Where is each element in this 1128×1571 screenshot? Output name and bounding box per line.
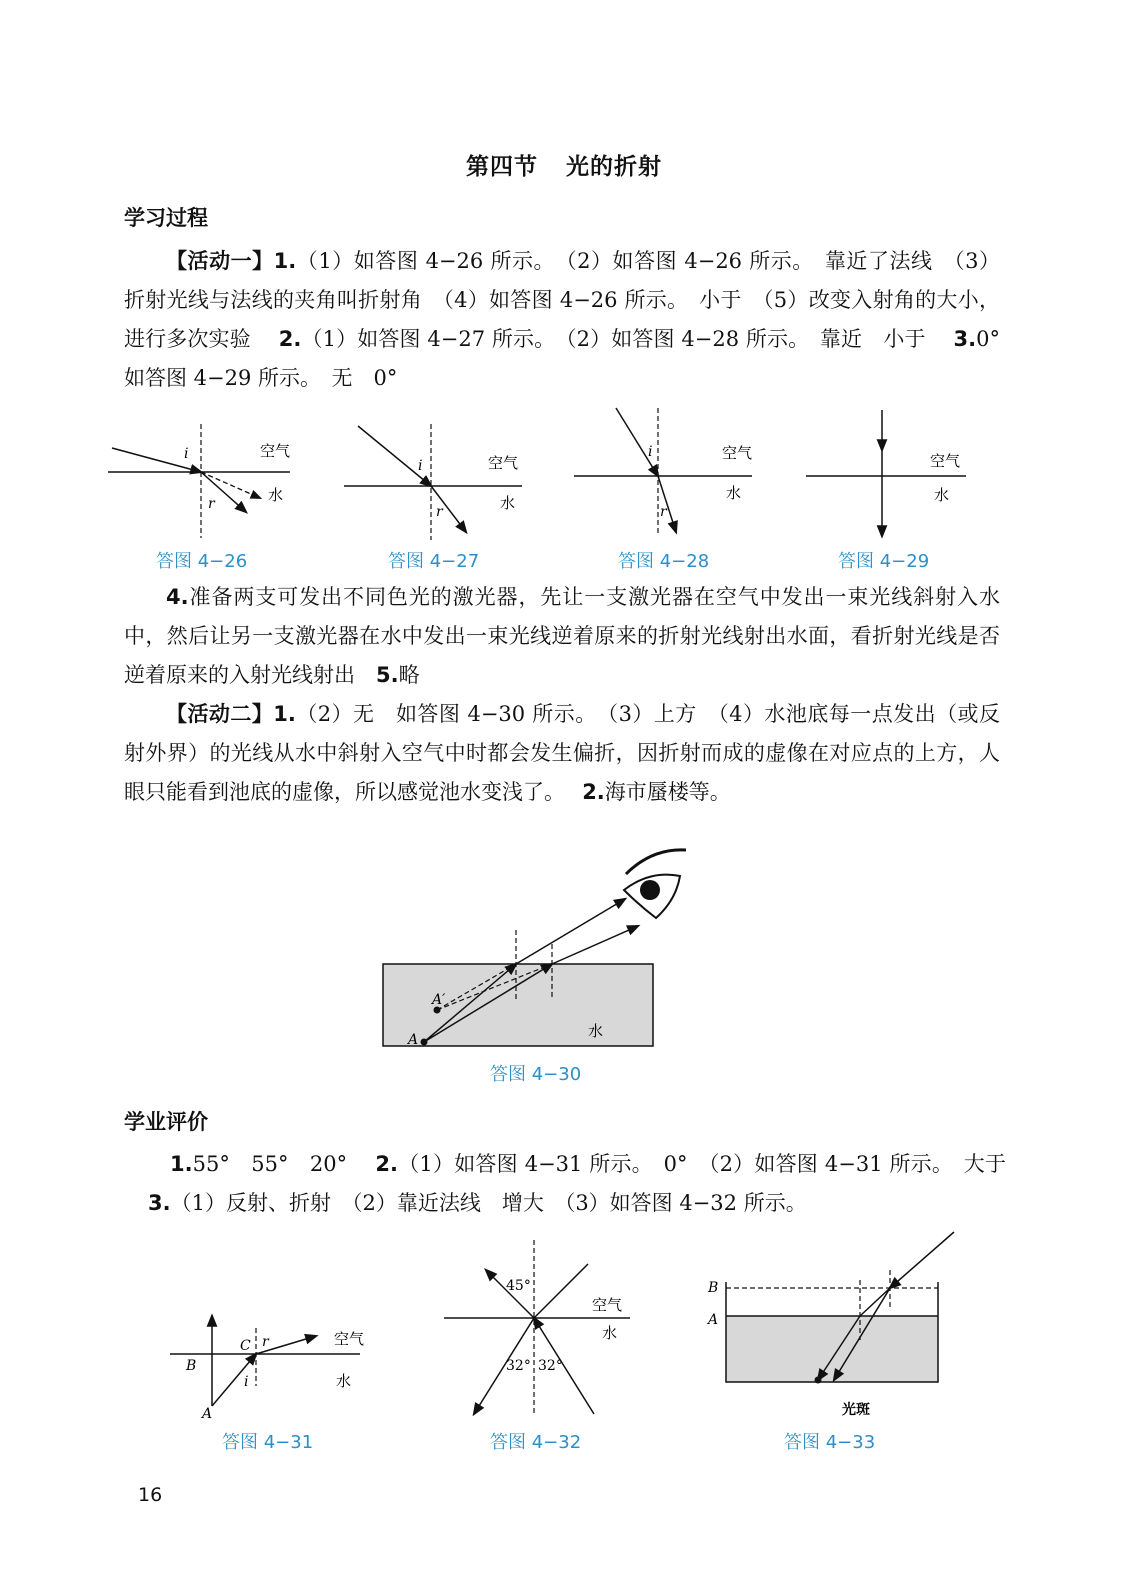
evaluation-paragraph: 1.55° 55° 20° 2.（1）如答图 4−31 所示。 0° （2）如答图 4−31 所示。 大于 3.（1）反射、折射 （2）靠近法线 增大 （3）如答图 4−32 所示。	[148, 1152, 1027, 1215]
fig26-water-label: 水	[268, 486, 284, 504]
fig31-r-label: r	[262, 1334, 269, 1350]
fig30-caption: 答图 4−30	[490, 1064, 582, 1085]
eye-icon	[624, 850, 686, 918]
section-heading-learning-process: 学习过程	[124, 206, 208, 230]
fig31-C-label: C	[240, 1338, 251, 1354]
figure-4-31	[168, 1306, 388, 1422]
fig26-i-label: i	[184, 446, 189, 462]
fig32-air-label: 空气	[592, 1296, 623, 1314]
fig33-spot-label: 光斑	[842, 1402, 870, 1418]
fig26-air-label: 空气	[260, 442, 291, 460]
fig31-air-label: 空气	[334, 1330, 365, 1348]
fig27-r-label: r	[436, 504, 443, 520]
fig28-water-label: 水	[726, 484, 742, 502]
figure-4-27	[342, 420, 532, 544]
section-heading-evaluation: 学业评价	[124, 1110, 208, 1134]
fig31-water-label: 水	[336, 1372, 352, 1390]
fig30-A-label: A	[408, 1032, 419, 1048]
fig27-water-label: 水	[500, 494, 516, 512]
page-number: 16	[138, 1484, 163, 1506]
fig32-45-label: 45°	[506, 1278, 531, 1294]
fig28-air-label: 空气	[722, 444, 753, 462]
fig32-32-left-label: 32°	[506, 1358, 531, 1374]
fig26-r-label: r	[208, 496, 215, 512]
activity1-paragraph: 【活动一】1.（1）如答图 4−26 所示。 （2）如答图 4−26 所示。 靠近了法线 （3）折射光线与法线的夹角叫折射角 （4）如答图 4−26 所示。 小于 （5）改变入射角的大小，进行多次实验 2.（1）如答图 4−27 所示。 （2）如答图 4−28 所示。 靠近 小于 3.0° 如答图 4−29 所示。 无 0°	[124, 249, 1021, 390]
fig27-air-label: 空气	[488, 454, 519, 472]
fig29-water-label: 水	[934, 486, 950, 504]
figure-4-33	[704, 1230, 964, 1422]
fig31-A-label: A	[202, 1406, 213, 1422]
fig32-water-label: 水	[602, 1324, 618, 1342]
figure-4-28	[572, 404, 762, 544]
item4-paragraph: 4.准备两支可发出不同色光的激光器，先让一支激光器在空气中发出一束光线斜射入水中，然后让另一支激光器在水中发出一束光线逆着原来的折射光线射出水面，看折射光线是否逆着原来的入射光线射出 5.略	[124, 585, 1000, 687]
fig27-i-label: i	[418, 458, 423, 474]
activity2-paragraph: 【活动二】1.（2）无 如答图 4−30 所示。 （3）上方 （4）水池底每一点发出（或反射外界）的光线从水中斜射入空气中时都会发生偏折，因折射而成的虚像在对应点的上方，人眼只能看到池底的虚像，所以感觉池水变浅了。 2.海市蜃楼等。	[124, 702, 1000, 804]
fig28-r-label: r	[660, 504, 667, 520]
figure-4-26	[108, 420, 298, 544]
figure-4-30	[380, 844, 700, 1054]
fig31-i-label: i	[244, 1374, 249, 1390]
fig31-B-label: B	[186, 1358, 197, 1374]
figure-4-29	[804, 404, 994, 544]
figure-4-32	[440, 1238, 640, 1422]
fig32-32-right-label: 32°	[538, 1358, 563, 1374]
fig33-A-label: A	[708, 1312, 719, 1328]
fig32-caption: 答图 4−32	[490, 1432, 582, 1453]
fig27-caption: 答图 4−27	[388, 551, 480, 572]
fig28-caption: 答图 4−28	[618, 551, 710, 572]
fig29-caption: 答图 4−29	[838, 551, 930, 572]
page-title: 第四节 光的折射	[466, 154, 662, 180]
fig28-i-label: i	[648, 444, 653, 460]
fig29-air-label: 空气	[930, 452, 961, 470]
fig33-caption: 答图 4−33	[784, 1432, 876, 1453]
fig33-B-label: B	[708, 1280, 719, 1296]
fig30-water-label: 水	[588, 1022, 604, 1040]
fig26-caption: 答图 4−26	[156, 551, 248, 572]
fig30-Aprime-label: A′	[432, 992, 446, 1008]
fig31-caption: 答图 4−31	[222, 1432, 314, 1453]
